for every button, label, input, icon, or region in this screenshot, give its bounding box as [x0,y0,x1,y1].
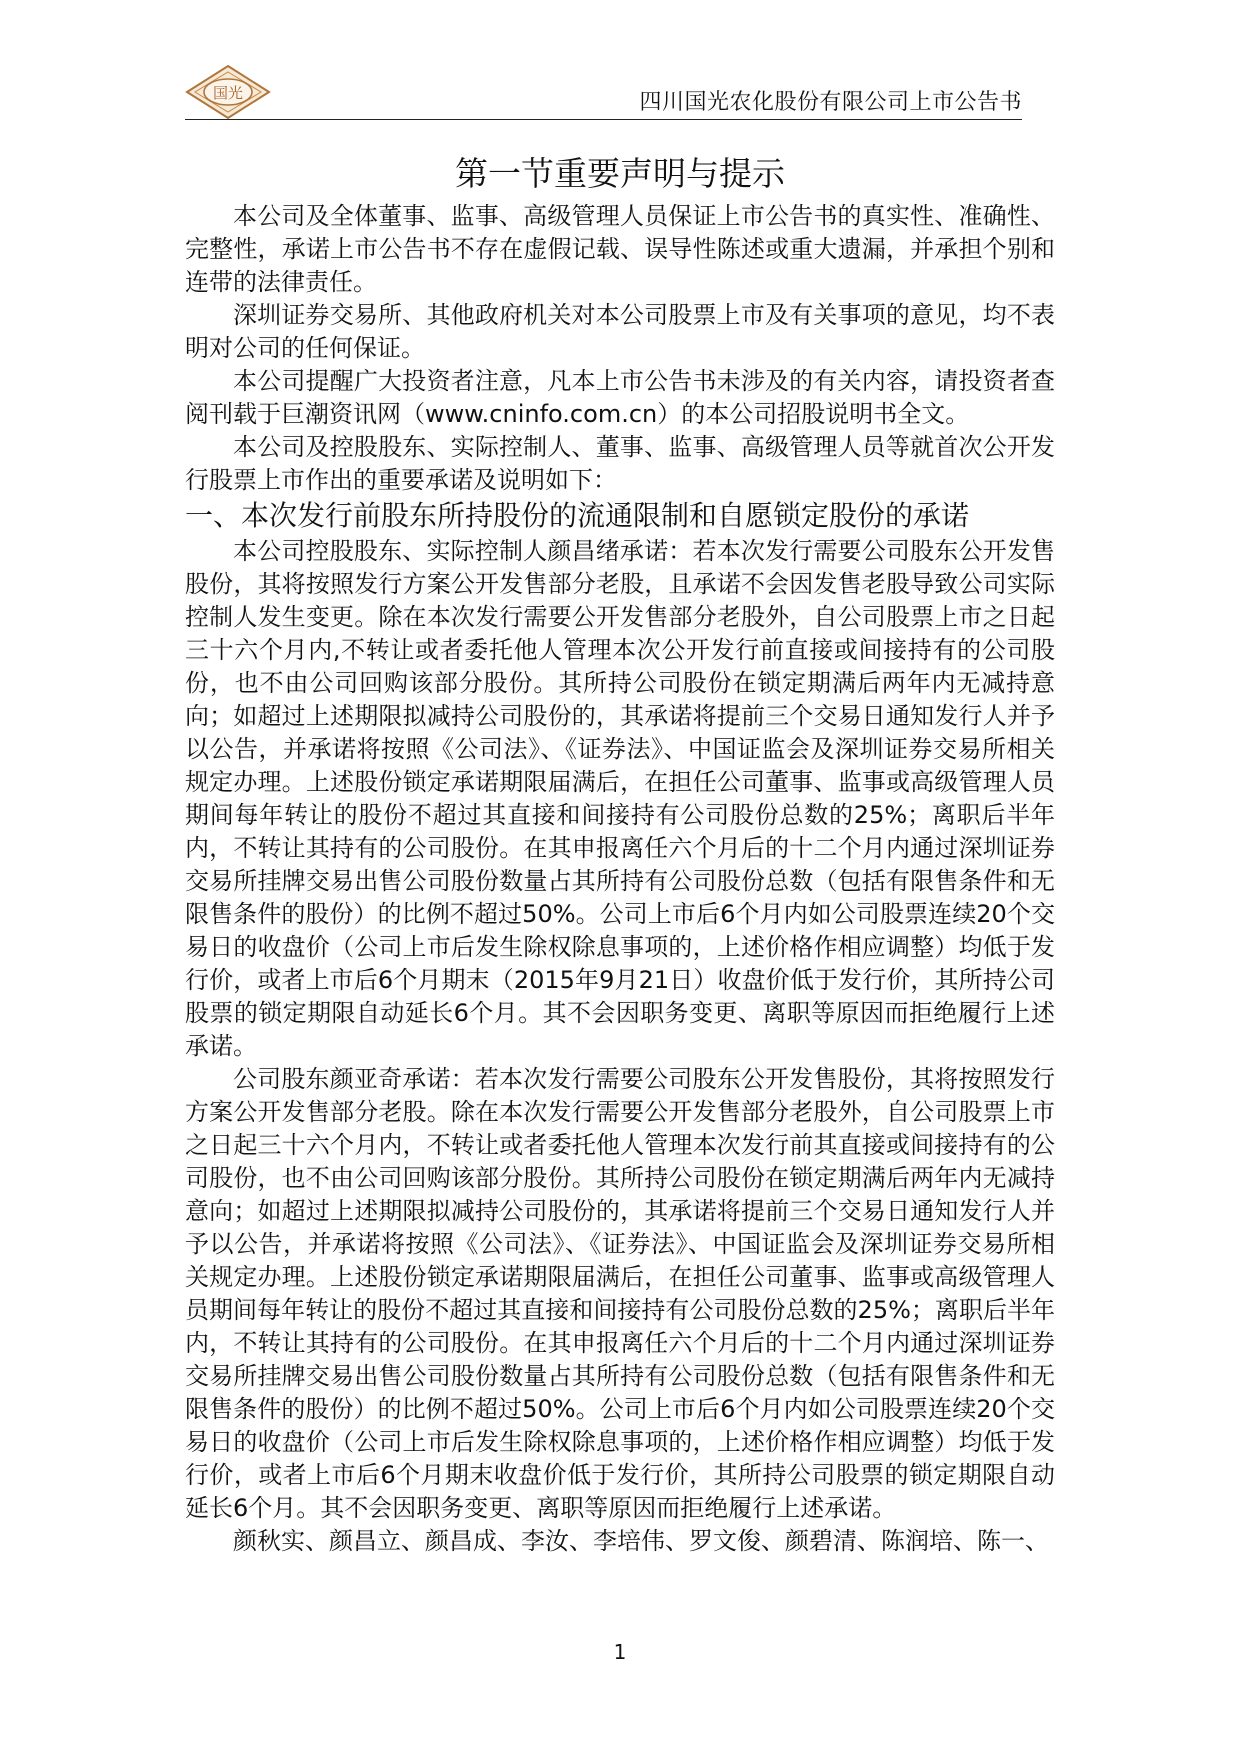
commitment-paragraph-1: 本公司控股股东、实际控制人颜昌绪承诺：若本次发行需要公司股东公开发售股份，其将按照发行方案公开发售部分老股，且承诺不会因发售老股导致公司实际控制人发生变更。除在本次发行需要公开发售部分老股外，自公司股票上市之日起三十六个月内,不转让或者委托他人管理本次公开发行前直接或间接持有的公司股份，也不由公司回购该部分股份。其所持公司股份在锁定期满后两年内无减持意向；如超过上述期限拟减持公司股份的，其承诺将提前三个交易日通知发行人并予以公告，并承诺将按照《公司法》、《证券法》、中国证监会及深圳证券交易所相关规定办理。上述股份锁定承诺期限届满后，在担任公司董事、监事或高级管理人员期间每年转让的股份不超过其直接和间接持有公司股份总数的25%；离职后半年内，不转让其持有的公司股份。在其申报离任六个月后的十二个月内通过深圳证券交易所挂牌交易出售公司股份数量占其所持有公司股份总数（包括有限售条件和无限售条件的股份）的比例不超过50%。公司上市后6个月内如公司股票连续20个交易日的收盘价（公司上市后发生除权除息事项的，上述价格作相应调整）均低于发行价，或者上市后6个月期末（2015年9月21日）收盘价低于发行价，其所持公司股票的锁定期限自动延长6个月。其不会因职务变更、离职等原因而拒绝履行上述承诺。 [185,537,1055,1060]
page-number: 1 [613,1640,627,1664]
logo-text: 国光 [212,84,244,102]
statement-paragraph-2: 深圳证券交易所、其他政府机关对本公司股票上市及有关事项的意见，均不表明对公司的任何保证。 [185,301,1055,362]
guoguang-logo-icon [185,64,271,120]
statement-paragraph-4: 本公司及控股股东、实际控制人、董事、监事、高级管理人员等就首次公开发行股票上市作出的重要承诺及说明如下： [185,433,1055,494]
commitment-paragraph-3: 颜秋实、颜昌立、颜昌成、李汝、李培伟、罗文俊、颜碧清、陈润培、陈一、 [233,1527,1049,1555]
section-title: 第一节重要声明与提示 [455,154,785,193]
subsection-heading: 一、本次发行前股东所持股份的流通限制和自愿锁定股份的承诺 [185,499,970,532]
statement-paragraph-1: 本公司及全体董事、监事、高级管理人员保证上市公告书的真实性、准确性、完整性，承诺上市公告书不存在虚假记载、误导性陈述或重大遗漏，并承担个别和连带的法律责任。 [185,202,1055,296]
document-header-title: 四川国光农化股份有限公司上市公告书 [639,90,1022,115]
header-divider [185,119,1022,120]
page-header [185,60,1022,120]
statement-paragraph-3: 本公司提醒广大投资者注意，凡本上市公告书未涉及的有关内容，请投资者查阅刊载于巨潮资讯网（www.cninfo.com.cn）的本公司招股说明书全文。 [185,367,1055,428]
commitment-paragraph-2: 公司股东颜亚奇承诺：若本次发行需要公司股东公开发售股份，其将按照发行方案公开发售部分老股。除在本次发行需要公开发售部分老股外，自公司股票上市之日起三十六个月内，不转让或者委托他人管理本次发行前其直接或间接持有的公司股份，也不由公司回购该部分股份。其所持公司股份在锁定期满后两年内无减持意向；如超过上述期限拟减持公司股份的，其承诺将提前三个交易日通知发行人并予以公告，并承诺将按照《公司法》、《证券法》、中国证监会及深圳证券交易所相关规定办理。上述股份锁定承诺期限届满后，在担任公司董事、监事或高级管理人员期间每年转让的股份不超过其直接和间接持有公司股份总数的25%；离职后半年内，不转让其持有的公司股份。在其申报离任六个月后的十二个月内通过深圳证券交易所挂牌交易出售公司股份数量占其所持有公司股份总数（包括有限售条件和无限售条件的股份）的比例不超过50%。公司上市后6个月内如公司股票连续20个交易日的收盘价（公司上市后发生除权除息事项的，上述价格作相应调整）均低于发行价，或者上市后6个月期末收盘价低于发行价，其所持公司股票的锁定期限自动延长6个月。其不会因职务变更、离职等原因而拒绝履行上述承诺。 [185,1065,1055,1522]
document-body [185,148,1055,1558]
